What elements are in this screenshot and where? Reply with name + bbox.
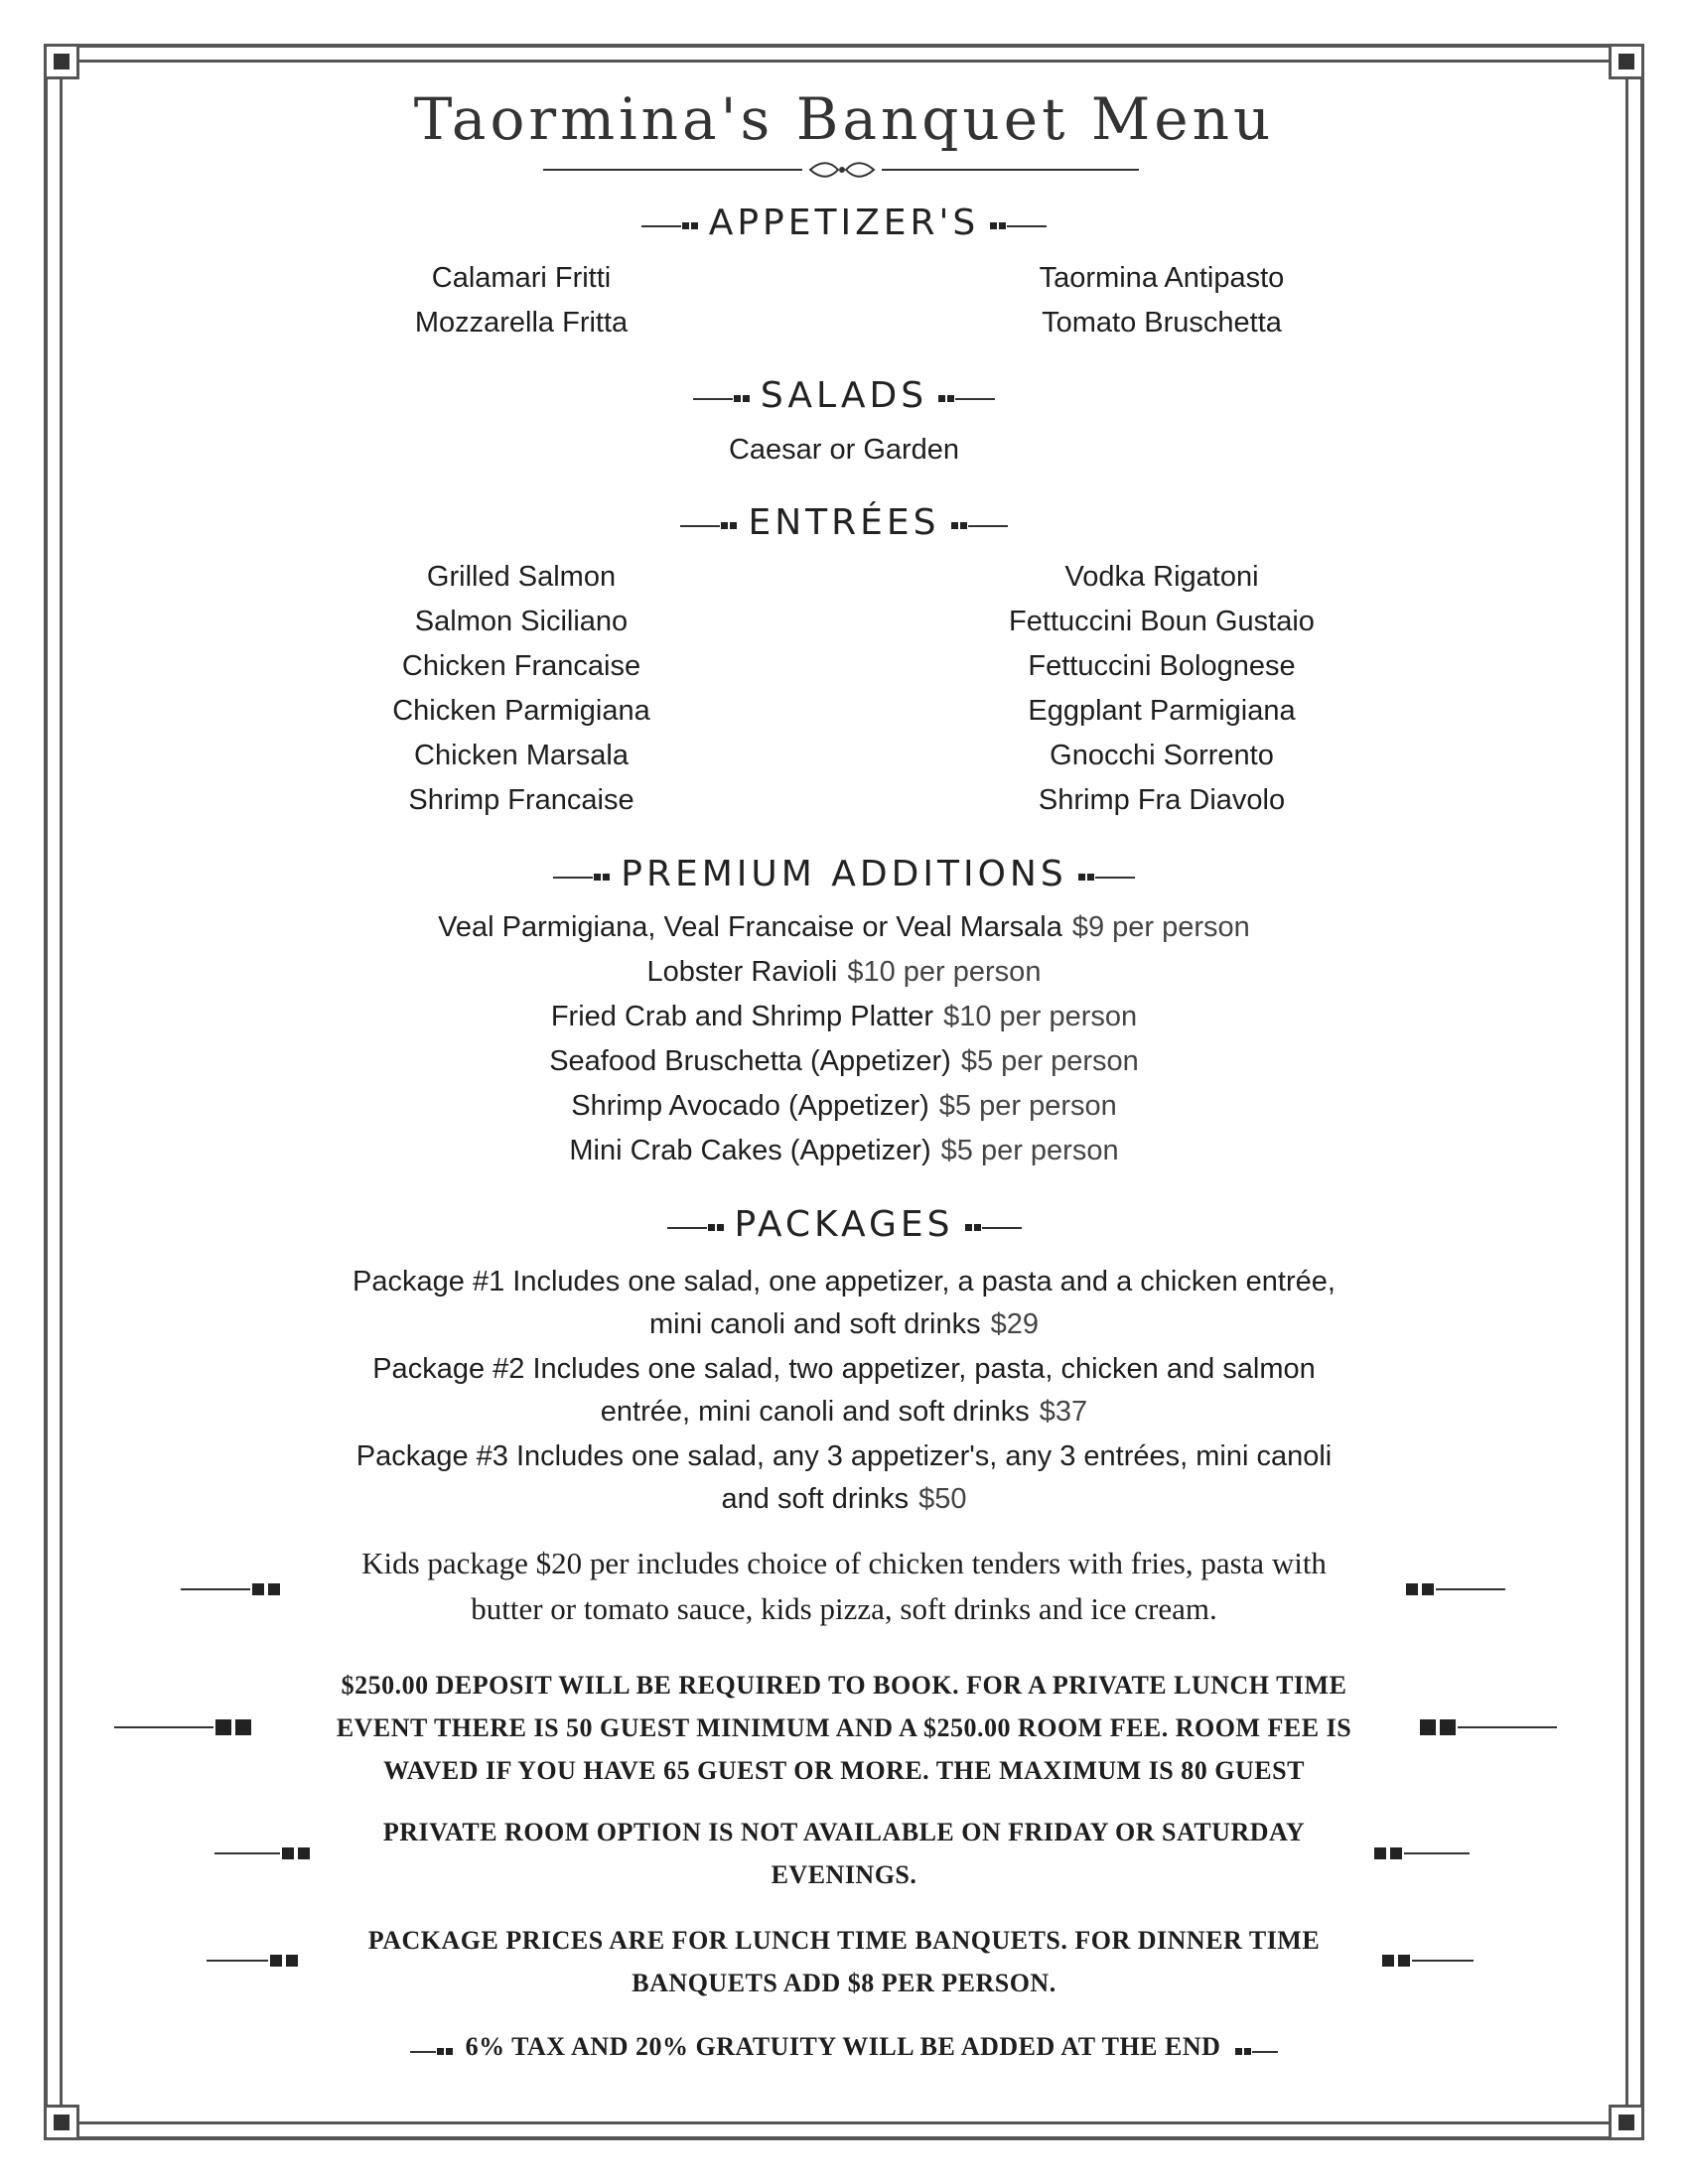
premium-item-name: Veal Parmigiana, Veal Francaise or Veal Marsala [438, 911, 1062, 943]
package-line: Package #2 Includes one salad, two appetizer, pasta, chicken and salmon [372, 1353, 1316, 1385]
section-heading-premium: PREMIUM ADDITIONS [0, 854, 1688, 896]
list-item: Tomato Bruschetta [1042, 307, 1282, 339]
list-item: Chicken Parmigiana [392, 695, 650, 727]
list-item: Salmon Siciliano [414, 606, 629, 637]
divider-ornament [114, 1722, 253, 1732]
section-heading-packages: PACKAGES [0, 1204, 1688, 1247]
list-item: Vodka Rigatoni [1064, 561, 1259, 593]
package-line: Package #1 Includes one salad, one appetizer, a pasta and a chicken entrée, [352, 1266, 1336, 1297]
premium-item-name: Shrimp Avocado (Appetizer) [571, 1090, 929, 1122]
tax-line: 6% TAX AND 20% GRATUITY WILL BE ADDED AT THE END [465, 2032, 1221, 2061]
premium-item-name: Seafood Bruschetta (Appetizer) [549, 1045, 951, 1077]
premium-item-name: Fried Crab and Shrimp Platter [550, 1001, 934, 1032]
premium-item [0, 1090, 1688, 1123]
package-line: Package #3 Includes one salad, any 3 appetizer's, any 3 entrées, mini canoli [355, 1440, 1333, 1472]
list-item: Fettuccini Boun Gustaio [1009, 606, 1315, 637]
premium-item-price: $9 per person [1071, 911, 1250, 943]
package-item [0, 1261, 1688, 1346]
package-line: mini canoli and soft drinks $29 [648, 1308, 1040, 1340]
list-item: Mozzarella Fritta [414, 307, 629, 339]
list-item: Taormina Antipasto [1039, 262, 1285, 294]
package-price: $37 [1039, 1396, 1088, 1428]
package-price: $50 [918, 1483, 967, 1515]
corner-ornament-icon [44, 2105, 79, 2140]
list-item: Chicken Marsala [414, 740, 629, 771]
deposit-note [278, 1664, 1410, 1792]
kids-line: butter or tomato sauce, kids pizza, soft drinks and ice cream. [471, 1591, 1217, 1626]
pricing-line: PACKAGE PRICES ARE FOR LUNCH TIME BANQUETS. FOR DINNER TIME [367, 1926, 1321, 1955]
premium-item-name: Lobster Ravioli [646, 956, 838, 988]
pricing-line: BANQUETS ADD $8 PER PERSON. [632, 1969, 1056, 1997]
list-item: Fettuccini Bolognese [1028, 650, 1296, 682]
list-item: Grilled Salmon [426, 561, 617, 593]
divider-ornament [1418, 1722, 1557, 1732]
deposit-line: WAVED IF YOU HAVE 65 GUEST OR MORE. THE MAXIMUM IS 80 GUEST [383, 1756, 1305, 1785]
divider-ornament [1372, 1848, 1470, 1858]
divider-ornament [181, 1584, 282, 1594]
page-title: Taormina's Banquet Menu [413, 85, 1275, 153]
kids-package-note [298, 1541, 1390, 1632]
section-heading-salads: SALADS [0, 375, 1688, 418]
premium-item [0, 1045, 1688, 1078]
divider-ornament [1404, 1584, 1505, 1594]
list-item: Eggplant Parmigiana [1028, 695, 1296, 727]
package-price: $29 [990, 1308, 1040, 1340]
premium-item-price: $5 per person [940, 1135, 1119, 1166]
premium-item-price: $10 per person [943, 1001, 1138, 1032]
section-heading-entrees: ENTRÉES [0, 502, 1688, 545]
section-heading-appetizers: APPETIZER'S [0, 203, 1688, 245]
premium-item-price: $5 per person [938, 1090, 1117, 1122]
private-room-line: EVENINGS. [771, 1860, 917, 1889]
corner-ornament-icon [44, 44, 79, 79]
list-item: Caesar or Garden [728, 434, 960, 466]
package-item [0, 1435, 1688, 1521]
pricing-note [298, 1919, 1390, 2004]
private-room-line: PRIVATE ROOM OPTION IS NOT AVAILABLE ON FRIDAY OR SATURDAY [382, 1818, 1306, 1846]
premium-item-name: Mini Crab Cakes (Appetizer) [569, 1135, 931, 1166]
corner-ornament-icon [1609, 44, 1644, 79]
kids-line: Kids package $20 per includes choice of chicken tenders with fries, pasta with [361, 1546, 1327, 1580]
deposit-line: EVENT THERE IS 50 GUEST MINIMUM AND A $250.00 ROOM FEE. ROOM FEE IS [336, 1713, 1352, 1742]
divider-ornament [207, 1956, 300, 1966]
corner-ornament-icon [1609, 2105, 1644, 2140]
premium-item [0, 911, 1688, 944]
list-item: Shrimp Francaise [408, 784, 634, 816]
list-item: Gnocchi Sorrento [1050, 740, 1274, 771]
private-room-note [298, 1811, 1390, 1896]
list-item: Shrimp Fra Diavolo [1038, 784, 1286, 816]
package-item [0, 1348, 1688, 1433]
premium-item-price: $5 per person [960, 1045, 1139, 1077]
premium-item [0, 1135, 1688, 1167]
premium-item [0, 956, 1688, 989]
package-line: and soft drinks $50 [721, 1483, 967, 1515]
divider-ornament [1380, 1956, 1474, 1966]
premium-item [0, 1001, 1688, 1033]
package-line: entrée, mini canoli and soft drinks $37 [600, 1396, 1088, 1428]
premium-item-price: $10 per person [847, 956, 1042, 988]
list-item: Calamari Fritti [431, 262, 612, 294]
deposit-line: $250.00 DEPOSIT WILL BE REQUIRED TO BOOK. FOR A PRIVATE LUNCH TIME [341, 1671, 1347, 1700]
flourish-icon [802, 161, 882, 179]
tax-note [0, 2025, 1688, 2071]
list-item: Chicken Francaise [401, 650, 641, 682]
